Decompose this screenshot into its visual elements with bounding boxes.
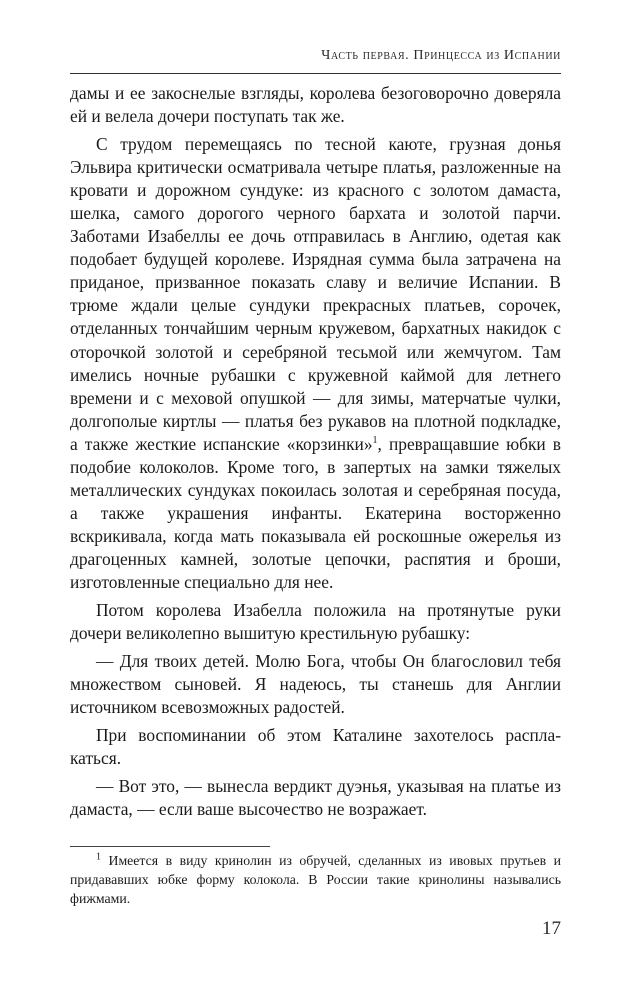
main-text	[70, 82, 561, 821]
paragraph: — Для твоих детей. Молю Бога, чтобы Он благословил тебя множеством сыновей. Я надеюсь, ты станешь для Англии источником всевозможных радостей.	[70, 651, 561, 718]
paragraph-text-continued: , превращавшие юбки в подобие колоколов. Кроме того, в запертых на замки тяжелых металлических сундуках покоилась золотая и серебряная посуда, а также украшения инфанты. Екатерина восторженно вскрикивала, когда мать показывала ей роскошные ожерелья из драгоценных камней, золотые цепочки, распятия и броши, изготовленные специально для нее.	[70, 433, 561, 592]
paragraph: — Вот это, — вынесла вердикт дуэнья, указывая на платье из дамаста, — если ваше высочество не возражает.	[70, 776, 561, 820]
footnote-rule	[70, 846, 270, 847]
page-number: 17	[542, 918, 561, 939]
header-rule	[70, 73, 561, 74]
paragraph-with-footnote	[70, 133, 561, 594]
paragraph: Потом королева Изабелла положила на протянутые руки дочери великолепно вышитую крестильную рубашку:	[70, 600, 561, 644]
paragraph: При воспоминании об этом Каталине захотелось расплакаться.	[70, 725, 561, 769]
footnote-text: Имеется в виду кринолин из обручей, сделанных из ивовых прутьев и придававших юбке форму колокола. В России такие кринолины назывались фижмами.	[70, 853, 561, 906]
paragraph-text: С трудом перемещаясь по тесной каюте, грузная донья Эльвира критически осматривала четыре платья, разложенные на кровати и дорожном сундуке: из красного с золотом дамаста, шелка, самого дорогого черного бархата и золотой парчи. Заботами Изабеллы ее дочь отправилась в Англию, одетая как подобает будущей королеве. Изрядная сумма была затрачена на приданое, призванное показать славу и величие Испании. В трюме ждали целые сундуки прекрасных платьев, сорочек, отделанных тончайшим черным кружевом, бархатных накидок с оторочкой золотой и серебряной тесьмой или жемчугом. Там имелись ночные рубашки с кружевной каймой для летнего времени и с меховой опушкой — для зимы, матерчатые чулки, долгополые киртлы — платья без рукавов на плотной подкладке, а также жесткие испанские «корзинки»	[70, 134, 561, 454]
footnote	[70, 851, 561, 908]
footnote-marker: 1	[96, 851, 101, 863]
running-head: Часть первая. Принцесса из Испании	[321, 48, 561, 63]
footnote-reference: 1	[372, 434, 378, 446]
paragraph: дамы и ее закоснелые взгляды, королева безоговорочно доверяла ей и велела дочери поступать так же.	[70, 83, 561, 127]
